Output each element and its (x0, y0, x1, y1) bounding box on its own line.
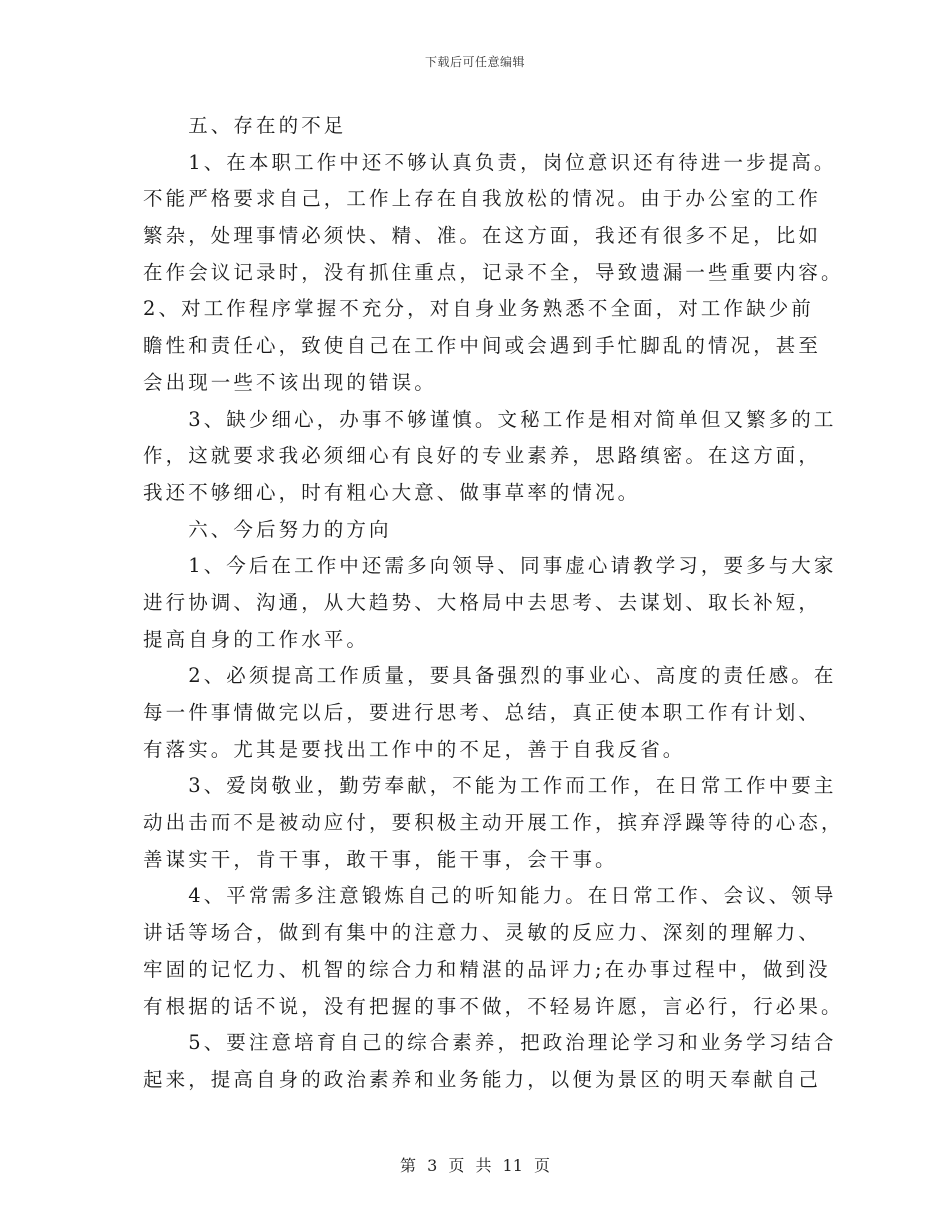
page-footer: 第 3 页 共 11 页 (400, 1156, 550, 1175)
text-line: 4、平常需多注意锻炼自己的听知能力。在日常工作、会议、领导 (143, 884, 837, 908)
page-header: 下载后可任意编辑 (424, 55, 525, 69)
text-line: 进行协调、沟通，从大趋势、大格局中去思考、去谋划、取长补短， (143, 590, 822, 614)
text-line: 5、要注意培育自己的综合素养，把政治理论学习和业务学习结合 (143, 1031, 837, 1055)
document-body (143, 108, 844, 1099)
text-line: 3、缺少细心，办事不够谨慎。文秘工作是相对简单但又繁多的工 (143, 407, 837, 431)
text-line: 3、爱岗敬业，勤劳奉献，不能为工作而工作，在日常工作中要主 (143, 774, 837, 798)
text-line: 2、对工作程序掌握不充分，对自身业务熟悉不全面，对工作缺少前 (143, 297, 814, 321)
text-line: 有根据的话不说，没有把握的事不做，不轻易许愿，言必行，行必果。 (143, 994, 844, 1018)
text-line: 2、必须提高工作质量，要具备强烈的事业心、高度的责任感。在 (143, 664, 837, 688)
text-line: 提高自身的工作水平。 (143, 627, 370, 651)
text-line: 善谋实干，肯干事，敢干事，能干事，会干事。 (143, 847, 618, 871)
text-line: 动出击而不是被动应付，要积极主动开展工作，摈弃浮躁等待的心态， (143, 811, 844, 835)
text-line: 每一件事情做完以后，要进行思考、总结，真正使本职工作有计划、 (143, 701, 822, 724)
text-line: 讲话等场合，做到有集中的注意力、灵敏的反应力、深刻的理解力、 (143, 921, 822, 945)
text-line: 1、在本职工作中还不够认真负责，岗位意识还有待进一步提高。 (143, 150, 837, 174)
text-line: 作，这就要求我必须细心有良好的专业素养，思路缜密。在这方面， (143, 444, 822, 468)
text-line: 牢固的记忆力、机智的综合力和精湛的品评力;在办事过程中，做到没 (143, 957, 831, 981)
text-line: 五、存在的不足 (143, 114, 347, 137)
text-line: 繁杂，处理事情必须快、精、准。在这方面，我还有很多不足，比如 (143, 224, 822, 248)
text-line: 1、今后在工作中还需多向领导、同事虚心请教学习，要多与大家 (143, 554, 837, 578)
text-line: 不能严格要求自己，工作上存在自我放松的情况。由于办公室的工作 (143, 187, 822, 211)
text-line: 有落实。尤其是要找出工作中的不足，善于自我反省。 (143, 737, 686, 761)
text-line: 会出现一些不该出现的错误。 (143, 370, 437, 394)
text-line: 起来，提高自身的政治素养和业务能力，以便为景区的明天奉献自己 (143, 1067, 822, 1091)
text-line: 六、今后努力的方向 (143, 517, 392, 541)
text-line: 在作会议记录时，没有抓住重点，记录不全，导致遗漏一些重要内容。 (143, 260, 844, 284)
text-line: 瞻性和责任心，致使自己在工作中间或会遇到手忙脚乱的情况，甚至 (143, 334, 822, 358)
text-line: 我还不够细心，时有粗心大意、做事草率的情况。 (143, 480, 641, 504)
